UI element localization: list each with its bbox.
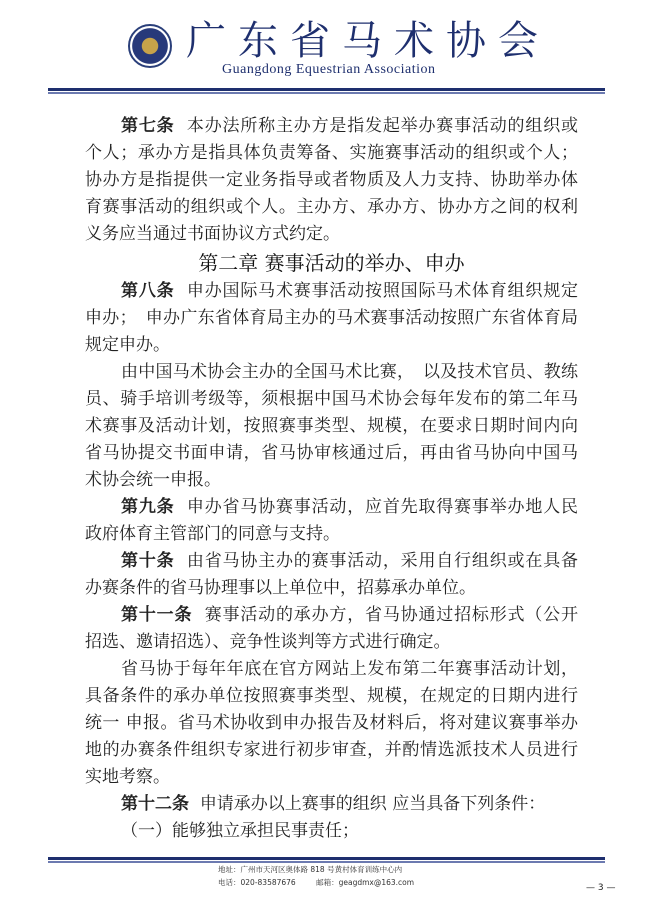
association-logo-icon — [128, 24, 172, 68]
chapter-heading: 第二章 赛事活动的举办、申办 — [198, 251, 465, 275]
art10-line: 第十条 由省马协主办的赛事活动，采用自行组织或在具备 — [121, 551, 579, 571]
art11-p2-line: 具备条件的承办单位按照赛事类型、规模，在规定的日期内进行 — [85, 686, 578, 706]
art7-line: 育赛事活动的组织或个人。主办方、承办方、协办方之间的权利 — [85, 197, 578, 217]
footer-contact — [218, 877, 414, 888]
art11-p2-line: 省马协于每年年底在官方网站上发布第二年赛事活动计划， — [121, 659, 578, 679]
art8-p2-line: 员、骑手培训考级等，须根据中国马术协会每年发布的第二年马 — [85, 389, 578, 409]
article-label: 第十条 — [121, 551, 175, 571]
art8-line: 申办； 申办广东省体育局主办的马术赛事活动按照广东省体育局 — [85, 308, 578, 328]
org-name-en: Guangdong Equestrian Association — [222, 62, 436, 77]
art11-line: 招选、邀请招选）、竞争性谈判等方式进行确定。 — [85, 632, 451, 652]
art8-p2-line: 术赛事及活动计划，按照赛事类型、规模，在要求日期时间内向 — [85, 416, 578, 436]
art12-line: 第十二条 申请承办以上赛事的组织 应当具备下列条件： — [121, 794, 546, 814]
art11-p2-line: 统一 申报。省马术协收到申办报告及材料后，将对建议赛事举办 — [85, 713, 578, 733]
article-label: 第九条 — [121, 497, 175, 517]
art11-p2-line: 地的办赛条件组织专家进行初步审查，并酌情选派技术人员进行 — [85, 740, 578, 760]
footer-address: 地址：广州市天河区奥体路 818 号黄村体育训练中心内 — [218, 865, 403, 874]
footer-phone: 电话：020-83587676 — [218, 878, 296, 887]
footer-email: 邮箱：geagdmx@163.com — [316, 878, 415, 887]
article-label: 第七条 — [121, 116, 175, 136]
art11-line: 第十一条 赛事活动的承办方，省马协通过招标形式（公开 — [121, 605, 579, 625]
art8-p2-line: 术协会统一申报。 — [85, 470, 221, 490]
footer-divider — [48, 857, 605, 863]
art8-line: 第八条 申办国际马术赛事活动按照国际马术体育组织规定 — [121, 281, 579, 301]
art7-line: 义务应当通过书面协议方式约定。 — [85, 224, 340, 244]
document-body — [85, 113, 578, 845]
art7-line: 个人；承办方是指具体负责筹备、实施赛事活动的组织或个人； — [85, 143, 578, 163]
art8-line: 规定申办。 — [85, 335, 170, 355]
header-divider — [48, 88, 605, 94]
art10-line: 办赛条件的省马协理事以上单位中，招募承办单位。 — [85, 578, 476, 598]
art8-p2-line: 省马协提交书面申请，省马协审核通过后，再由省马协向中国马 — [85, 443, 578, 463]
art8-p2-line: 由中国马术协会主办的全国马术比赛， 以及技术官员、教练 — [121, 362, 578, 382]
art7-line: 第七条 本办法所称主办方是指发起举办赛事活动的组织或 — [121, 116, 579, 136]
art9-line: 政府体育主管部门的同意与支持。 — [85, 524, 340, 544]
art12-item: （一）能够独立承担民事责任； — [121, 821, 359, 841]
org-name-cn: 广东省马术协会 — [186, 18, 550, 64]
article-label: 第十二条 — [121, 794, 189, 814]
page-number: — 3 — — [586, 883, 616, 893]
art7-line: 协办方是指提供一定业务指导或者物质及人力支持、协助举办体 — [85, 170, 578, 190]
article-label: 第十一条 — [121, 605, 193, 625]
art9-line: 第九条 申办省马协赛事活动，应首先取得赛事举办地人民 — [121, 497, 579, 517]
art11-p2-line: 实地考察。 — [85, 767, 170, 787]
letterhead — [0, 0, 653, 90]
article-label: 第八条 — [121, 281, 175, 301]
